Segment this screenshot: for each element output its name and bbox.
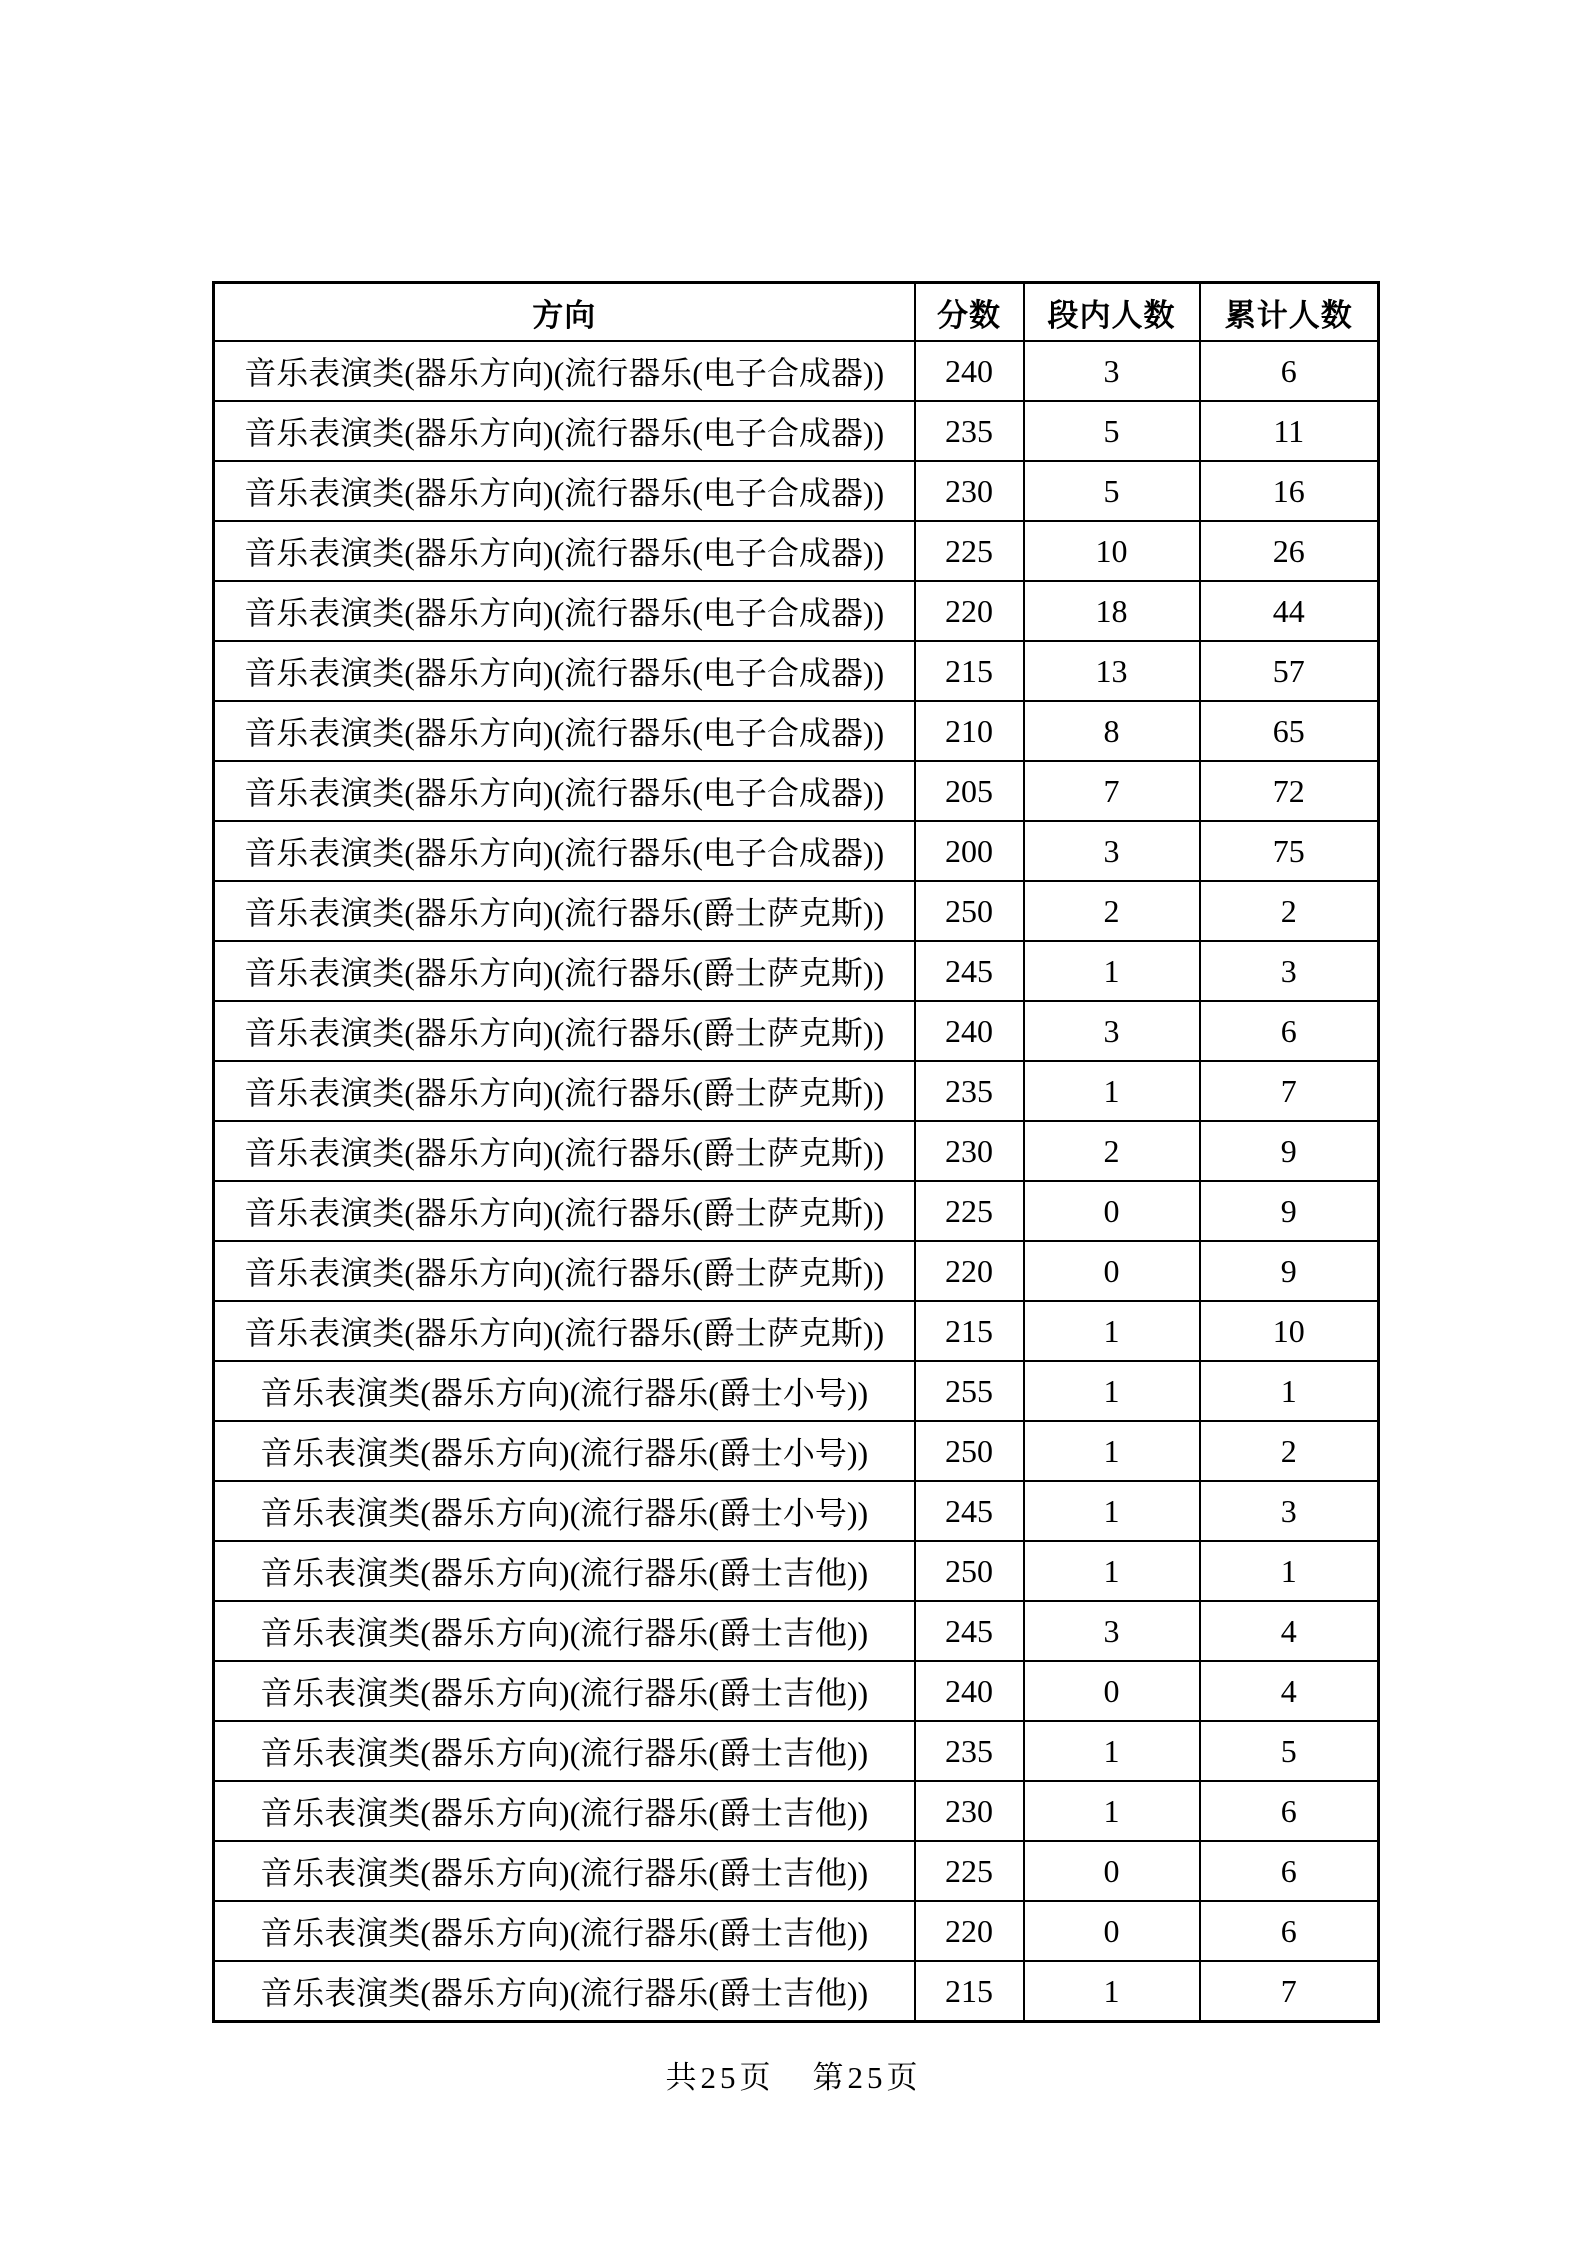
cell-segment-count: 0	[1024, 1181, 1200, 1241]
table-row	[214, 1781, 1379, 1841]
header-segment-count: 段内人数	[1024, 283, 1200, 342]
cell-direction: 音乐表演类(器乐方向)(流行器乐(爵士萨克斯))	[214, 1001, 915, 1061]
cell-score: 245	[915, 941, 1024, 1001]
cell-direction: 音乐表演类(器乐方向)(流行器乐(电子合成器))	[214, 521, 915, 581]
cell-segment-count: 3	[1024, 1601, 1200, 1661]
table-row	[214, 821, 1379, 881]
cell-segment-count: 18	[1024, 581, 1200, 641]
cell-score: 250	[915, 881, 1024, 941]
cell-direction: 音乐表演类(器乐方向)(流行器乐(爵士吉他))	[214, 1781, 915, 1841]
cell-score: 240	[915, 1661, 1024, 1721]
table-row	[214, 401, 1379, 461]
cell-segment-count: 3	[1024, 341, 1200, 401]
cell-cumulative-count: 3	[1200, 1481, 1379, 1541]
cell-direction: 音乐表演类(器乐方向)(流行器乐(爵士吉他))	[214, 1961, 915, 2022]
cell-direction: 音乐表演类(器乐方向)(流行器乐(爵士吉他))	[214, 1721, 915, 1781]
cell-cumulative-count: 4	[1200, 1601, 1379, 1661]
table-row	[214, 1001, 1379, 1061]
cell-score: 220	[915, 1241, 1024, 1301]
cell-score: 225	[915, 521, 1024, 581]
cell-segment-count: 5	[1024, 461, 1200, 521]
cell-cumulative-count: 16	[1200, 461, 1379, 521]
cell-segment-count: 0	[1024, 1841, 1200, 1901]
cell-cumulative-count: 10	[1200, 1301, 1379, 1361]
header-score: 分数	[915, 283, 1024, 342]
cell-score: 215	[915, 1961, 1024, 2022]
cell-direction: 音乐表演类(器乐方向)(流行器乐(爵士吉他))	[214, 1541, 915, 1601]
table-row	[214, 761, 1379, 821]
cell-cumulative-count: 7	[1200, 1061, 1379, 1121]
cell-direction: 音乐表演类(器乐方向)(流行器乐(爵士吉他))	[214, 1841, 915, 1901]
cell-segment-count: 5	[1024, 401, 1200, 461]
cell-cumulative-count: 3	[1200, 941, 1379, 1001]
cell-cumulative-count: 7	[1200, 1961, 1379, 2022]
cell-score: 200	[915, 821, 1024, 881]
cell-cumulative-count: 6	[1200, 341, 1379, 401]
cell-score: 205	[915, 761, 1024, 821]
table-row	[214, 1421, 1379, 1481]
cell-score: 220	[915, 581, 1024, 641]
cell-direction: 音乐表演类(器乐方向)(流行器乐(爵士吉他))	[214, 1661, 915, 1721]
cell-cumulative-count: 2	[1200, 1421, 1379, 1481]
score-distribution-table	[212, 281, 1380, 2023]
cell-segment-count: 0	[1024, 1241, 1200, 1301]
cell-direction: 音乐表演类(器乐方向)(流行器乐(爵士吉他))	[214, 1901, 915, 1961]
cell-direction: 音乐表演类(器乐方向)(流行器乐(爵士吉他))	[214, 1601, 915, 1661]
cell-score: 235	[915, 401, 1024, 461]
header-row	[214, 283, 1379, 342]
cell-segment-count: 3	[1024, 821, 1200, 881]
cell-segment-count: 13	[1024, 641, 1200, 701]
cell-segment-count: 0	[1024, 1901, 1200, 1961]
cell-segment-count: 1	[1024, 1421, 1200, 1481]
table-row	[214, 1061, 1379, 1121]
cell-direction: 音乐表演类(器乐方向)(流行器乐(电子合成器))	[214, 461, 915, 521]
cell-score: 215	[915, 641, 1024, 701]
cell-direction: 音乐表演类(器乐方向)(流行器乐(爵士小号))	[214, 1361, 915, 1421]
cell-segment-count: 2	[1024, 1121, 1200, 1181]
cell-segment-count: 8	[1024, 701, 1200, 761]
cell-direction: 音乐表演类(器乐方向)(流行器乐(电子合成器))	[214, 701, 915, 761]
table-row	[214, 461, 1379, 521]
cell-cumulative-count: 5	[1200, 1721, 1379, 1781]
table-row	[214, 1661, 1379, 1721]
cell-cumulative-count: 44	[1200, 581, 1379, 641]
table-row	[214, 701, 1379, 761]
cell-direction: 音乐表演类(器乐方向)(流行器乐(电子合成器))	[214, 401, 915, 461]
cell-cumulative-count: 9	[1200, 1241, 1379, 1301]
cell-cumulative-count: 26	[1200, 521, 1379, 581]
cell-score: 230	[915, 461, 1024, 521]
table-row	[214, 581, 1379, 641]
table-row	[214, 1301, 1379, 1361]
cell-score: 235	[915, 1061, 1024, 1121]
table-row	[214, 341, 1379, 401]
cell-direction: 音乐表演类(器乐方向)(流行器乐(爵士萨克斯))	[214, 1301, 915, 1361]
cell-cumulative-count: 1	[1200, 1361, 1379, 1421]
table-row	[214, 1241, 1379, 1301]
cell-cumulative-count: 4	[1200, 1661, 1379, 1721]
cell-cumulative-count: 57	[1200, 641, 1379, 701]
header-direction: 方向	[214, 283, 915, 342]
table-row	[214, 1841, 1379, 1901]
cell-segment-count: 2	[1024, 881, 1200, 941]
cell-score: 250	[915, 1421, 1024, 1481]
cell-segment-count: 3	[1024, 1001, 1200, 1061]
cell-direction: 音乐表演类(器乐方向)(流行器乐(爵士萨克斯))	[214, 1181, 915, 1241]
cell-score: 235	[915, 1721, 1024, 1781]
cell-segment-count: 1	[1024, 1301, 1200, 1361]
cell-score: 220	[915, 1901, 1024, 1961]
table-row	[214, 1721, 1379, 1781]
cell-segment-count: 0	[1024, 1661, 1200, 1721]
table-row	[214, 1121, 1379, 1181]
cell-direction: 音乐表演类(器乐方向)(流行器乐(爵士萨克斯))	[214, 881, 915, 941]
cell-cumulative-count: 6	[1200, 1001, 1379, 1061]
footer-total-pages: 共25页	[665, 2060, 775, 2095]
cell-direction: 音乐表演类(器乐方向)(流行器乐(爵士小号))	[214, 1421, 915, 1481]
cell-direction: 音乐表演类(器乐方向)(流行器乐(爵士萨克斯))	[214, 1121, 915, 1181]
cell-segment-count: 1	[1024, 941, 1200, 1001]
cell-segment-count: 1	[1024, 1541, 1200, 1601]
cell-direction: 音乐表演类(器乐方向)(流行器乐(电子合成器))	[214, 341, 915, 401]
table-row	[214, 941, 1379, 1001]
table-row	[214, 1541, 1379, 1601]
cell-segment-count: 1	[1024, 1961, 1200, 2022]
cell-direction: 音乐表演类(器乐方向)(流行器乐(爵士萨克斯))	[214, 941, 915, 1001]
cell-segment-count: 1	[1024, 1481, 1200, 1541]
cell-direction: 音乐表演类(器乐方向)(流行器乐(爵士萨克斯))	[214, 1061, 915, 1121]
cell-cumulative-count: 75	[1200, 821, 1379, 881]
cell-score: 240	[915, 1001, 1024, 1061]
table-row	[214, 1361, 1379, 1421]
cell-cumulative-count: 9	[1200, 1121, 1379, 1181]
cell-cumulative-count: 11	[1200, 401, 1379, 461]
cell-cumulative-count: 6	[1200, 1841, 1379, 1901]
cell-cumulative-count: 6	[1200, 1781, 1379, 1841]
cell-score: 230	[915, 1121, 1024, 1181]
cell-direction: 音乐表演类(器乐方向)(流行器乐(爵士小号))	[214, 1481, 915, 1541]
table-row	[214, 1901, 1379, 1961]
cell-segment-count: 1	[1024, 1061, 1200, 1121]
page-footer	[0, 2052, 1587, 2097]
cell-direction: 音乐表演类(器乐方向)(流行器乐(爵士萨克斯))	[214, 1241, 915, 1301]
table-row	[214, 1181, 1379, 1241]
cell-cumulative-count: 6	[1200, 1901, 1379, 1961]
cell-segment-count: 7	[1024, 761, 1200, 821]
table-row	[214, 1481, 1379, 1541]
cell-cumulative-count: 72	[1200, 761, 1379, 821]
cell-score: 225	[915, 1841, 1024, 1901]
cell-score: 240	[915, 341, 1024, 401]
cell-segment-count: 10	[1024, 521, 1200, 581]
footer-current-page: 第25页	[812, 2060, 922, 2095]
header-cumulative-count: 累计人数	[1200, 283, 1379, 342]
cell-score: 245	[915, 1601, 1024, 1661]
table-row	[214, 881, 1379, 941]
cell-score: 230	[915, 1781, 1024, 1841]
cell-segment-count: 1	[1024, 1721, 1200, 1781]
cell-direction: 音乐表演类(器乐方向)(流行器乐(电子合成器))	[214, 821, 915, 881]
table-row	[214, 1601, 1379, 1661]
table-body	[214, 341, 1379, 2022]
cell-cumulative-count: 1	[1200, 1541, 1379, 1601]
cell-direction: 音乐表演类(器乐方向)(流行器乐(电子合成器))	[214, 761, 915, 821]
cell-direction: 音乐表演类(器乐方向)(流行器乐(电子合成器))	[214, 641, 915, 701]
cell-score: 225	[915, 1181, 1024, 1241]
table-row	[214, 521, 1379, 581]
cell-score: 210	[915, 701, 1024, 761]
cell-cumulative-count: 9	[1200, 1181, 1379, 1241]
cell-segment-count: 1	[1024, 1781, 1200, 1841]
cell-score: 255	[915, 1361, 1024, 1421]
table-row	[214, 1961, 1379, 2022]
cell-score: 245	[915, 1481, 1024, 1541]
cell-cumulative-count: 2	[1200, 881, 1379, 941]
cell-score: 215	[915, 1301, 1024, 1361]
cell-direction: 音乐表演类(器乐方向)(流行器乐(电子合成器))	[214, 581, 915, 641]
cell-score: 250	[915, 1541, 1024, 1601]
cell-cumulative-count: 65	[1200, 701, 1379, 761]
table-row	[214, 641, 1379, 701]
cell-segment-count: 1	[1024, 1361, 1200, 1421]
